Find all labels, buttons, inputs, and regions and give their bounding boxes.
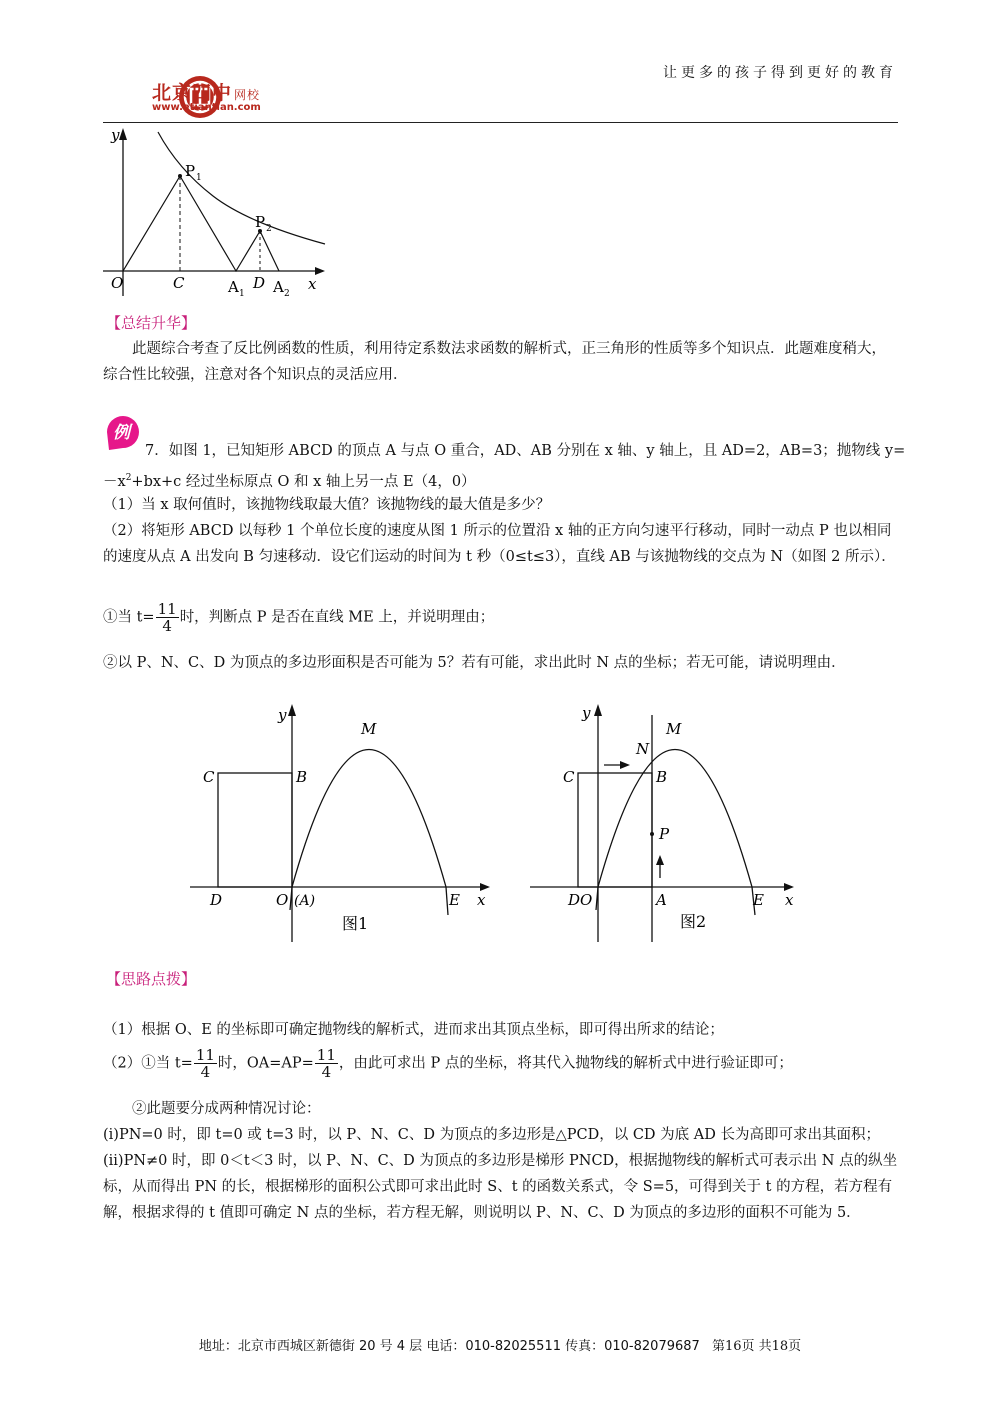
example-badge-icon [103,412,143,452]
question-2-2: ②以 P、N、C、D 为顶点的多边形面积是否可能为 5？若有可能，求出此时 N 点的坐标；若无可能，请说明理由． [103,655,846,671]
fig2-label-n: N [636,740,650,758]
fig1-label-a: (A) [294,893,316,909]
hint-case-1: (i)PN=0 时，即 t=0 或 t=3 时，以 P、N、C、D 为顶点的多边形是△PCD，以 CD 为底 AD 长为高即可求出其面积； [103,1127,880,1143]
footer-address: 地址：北京市西城区新德街 20 号 4 层 电话：010-82025511 传真：010-82079687 [198,1339,700,1354]
fig1-rectangle [218,773,292,887]
fig2-label-e: E [753,891,764,909]
fig2-label-x: x [785,891,794,909]
label-a1: A [228,278,239,296]
question-1: （1）当 x 取何值时，该抛物线取最大值？该抛物线的最大值是多少？ [103,497,551,513]
label-y: y [111,126,120,144]
fig2-label-b: B [656,768,668,786]
question-2: （2）将矩形 ABCD 以每秒 1 个单位长度的速度从图 1 所示的位置沿 x 轴的正方向匀速平行移动，同时一动点 P 也以相同的速度从点 A 出发向 B 匀速移动．设它们运动的时间为 t 秒（0≤t≤3），直线 AB 与该抛物线的交点为 N（如图 2 所示）． [103,523,896,565]
fig1-parabola [292,750,446,888]
svg-text:例: 例 [113,423,130,443]
fig1-label-m: M [361,720,377,738]
svg-text:1: 1 [239,289,245,299]
question-2-1: ①当 t= $\frac{11}{4}$ 时，判断点 P 是否在直线 ME 上，并说明理由； [103,600,495,635]
label-d: D [253,274,266,292]
fig1-label-c: C [203,768,215,786]
page-footer [0,1335,1000,1354]
hint-step-1: （1）根据 O、E 的坐标即可确定抛物线的解析式，进而求出其顶点坐标，即可得出所求的结论； [103,1022,724,1038]
fig2-label-y: y [582,704,591,722]
figure-hyperbola [103,124,333,299]
hint-case-2: (ii)PN≠0 时，即 0＜t＜3 时，以 P、N、C、D 为顶点的多边形是梯形 PNCD，根据抛物线的解析式可表示出 N 点的纵坐标，从而得出 PN 的长，根据梯形的面积公式即可求出此时 S、t 的函数关系式，令 S=5，可得到关于 t 的方程，若方程有解，根据求得的 t 值即可确定 N 点的坐标，若方程无解，则说明以 P、N、C、D 为顶点的多边形的面积不可能为 5． [103,1153,898,1221]
summary-tag: 【总结升华】 [106,314,197,332]
fig2-label-p: P [659,825,670,843]
hint-step-3: ②此题要分成两种情况讨论： [132,1101,321,1117]
fig2-caption: 图2 [680,912,707,931]
fig2-label-c: C [563,768,575,786]
fig1-label-x: x [477,891,486,909]
logo-name: 北京四中 网校 [152,82,261,104]
x-axis-arrow [315,267,325,275]
example-line2: $-x^2+bx+c$ 经过坐标原点 O 和 x 轴上另一点 E（4，0） [103,473,476,490]
svg-text:1: 1 [196,173,202,183]
fig2-point-p [650,832,654,836]
label-o: O [111,274,124,292]
hint-step-2: （2）①当 t= $\frac{11}{4}$ 时，OA=AP= $\frac{11}{4}$ ，由此可求出 P 点的坐标，将其代入抛物线的解析式中进行验证即可； [103,1046,793,1081]
svg-text:2: 2 [284,289,290,299]
header-divider [103,122,898,123]
fig2-parabola [598,750,752,888]
fig1-label-y: y [278,706,287,724]
label-c: C [173,274,185,292]
svg-text:2: 2 [266,224,272,234]
figure-1 [190,700,500,945]
fig1-label-b: B [296,768,308,786]
logo-url: www.etiantian.com [152,102,261,113]
fig1-caption: 图1 [342,914,369,933]
fig2-label-m: M [666,720,682,738]
label-p1: P [185,162,196,180]
hyperbola-curve [158,132,325,244]
label-x: x [308,275,317,293]
label-a2: A [273,278,284,296]
fig1-label-o: O [276,891,289,909]
figure-2 [530,700,810,945]
summary-text: 此题综合考查了反比例函数的性质，利用待定系数法求函数的解析式，正三角形的性质等多个知识点．此题难度稍大，综合性比较强，注意对各个知识点的灵活应用． [103,341,886,383]
example-line1: 7．如图 1，已知矩形 ABCD 的顶点 A 与点 O 重合，AD、AB 分别在 x 轴、y 轴上，且 AD=2，AB=3；抛物线 y= [145,443,906,459]
fig2-rectangle [578,773,652,887]
footer-page: 第16页 共18页 [711,1339,802,1354]
fig1-label-e: E [449,891,460,909]
fig2-label-do: DO [568,891,593,909]
fig1-label-d: D [210,891,223,909]
hint-tag: 【思路点拨】 [106,970,197,988]
header-slogan: 让更多的孩子得到更好的教育 [663,65,897,81]
y-axis-arrow [119,128,127,140]
fig2-label-a: A [656,891,667,909]
label-p2: P [255,213,266,231]
